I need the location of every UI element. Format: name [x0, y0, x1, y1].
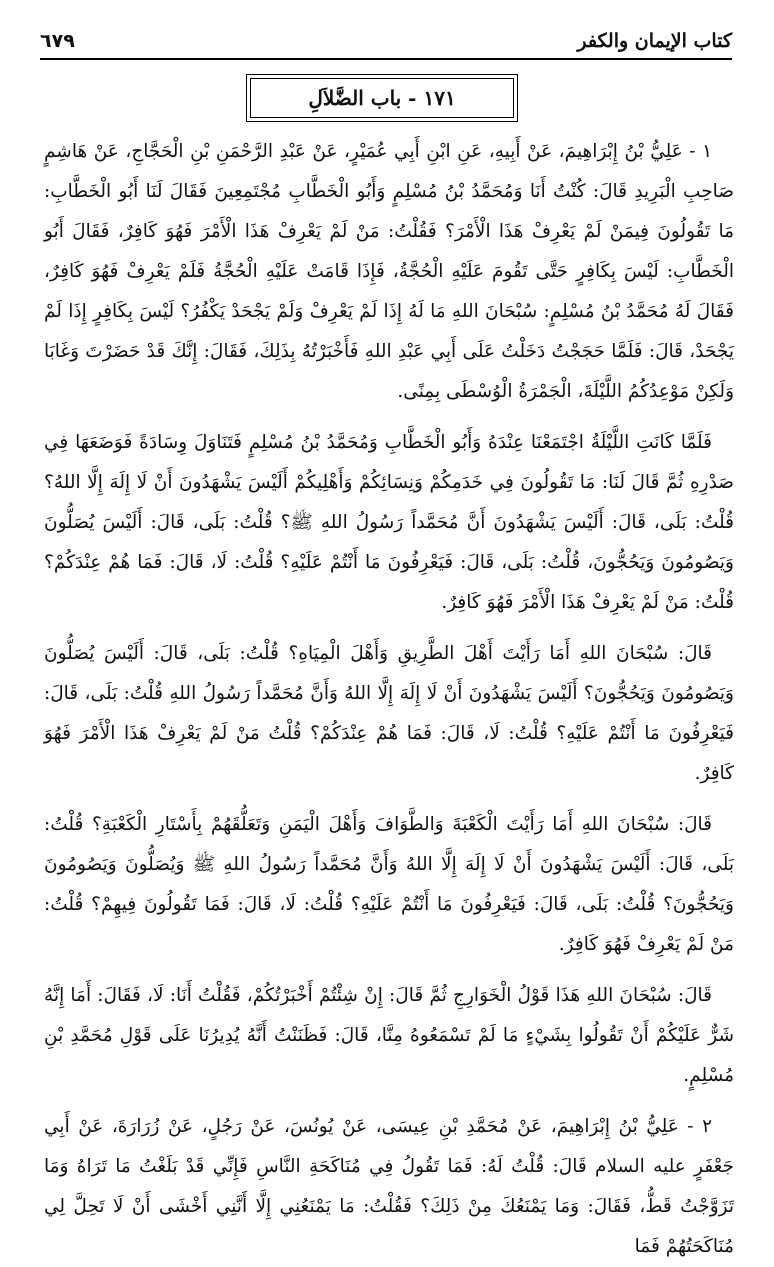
paragraph: قَالَ: سُبْحَانَ اللهِ هَذَا قَوْلُ الْخَوَارِجِ ثُمَّ قَالَ: إِنْ شِئْتُمْ أَخْبَرْتُكُمْ، فَقُلْتُ أَنَا: لَا، فَقَالَ: أَمَا إِنَّهُ شَرٌّ عَلَيْكُمْ أَنْ تَقُولُوا بِشَيْءٍ مَا لَمْ تَسْمَعُوهُ مِنَّا، قَالَ: فَظَنَنْتُ أَنَّهُ يُدِيرُنَا عَلَى قَوْلِ مُحَمَّدِ بْنِ مُسْلِمٍ. — [44, 985, 734, 1086]
page-number: ٦٧٩ — [40, 30, 75, 52]
chapter-heading-box — [246, 74, 518, 122]
paragraph: ٢ - عَلِيُّ بْنُ إِبْرَاهِيمَ، عَنْ مُحَمَّدِ بْنِ عِيسَى، عَنْ يُونُسَ، عَنْ رَجُلٍ، عَنْ زُرَارَةَ، عَنْ أَبِي جَعْفَرٍ عليه السلام قَالَ: قُلْتُ لَهُ: فَمَا تَقُولُ فِي مُنَاكَحَةِ النَّاسِ فَإِنِّي قَدْ بَلَغْتُ مَا تَرَاهُ وَمَا تَزَوَّجْتُ قَطُّ، فَقَالَ: وَمَا يَمْنَعُكَ مِنْ ذَلِكَ؟ فَقُلْتُ: مَا يَمْنَعُنِي إِلَّا أَنَّنِي أَخْشَى أَنْ لَا تَحِلَّ لِي مُنَاكَحَتُهُمْ فَمَا — [44, 1116, 734, 1257]
page-header — [40, 24, 732, 60]
paragraph: ١ - عَلِيُّ بْنُ إِبْرَاهِيمَ، عَنْ أَبِيهِ، عَنِ ابْنِ أَبِي عُمَيْرٍ، عَنْ عَبْدِ الرَّحْمَنِ بْنِ الْحَجَّاجِ، عَنْ هَاشِمٍ صَاحِبِ الْبَرِيدِ قَالَ: كُنْتُ أَنَا وَمُحَمَّدُ بْنُ مُسْلِمٍ وَأَبُو الْخَطَّابِ مُجْتَمِعِينَ فَقَالَ لَنَا أَبُو الْخَطَّابِ: مَا تَقُولُونَ فِيمَنْ لَمْ يَعْرِفْ هَذَا الْأَمْرَ؟ فَقُلْتُ: مَنْ لَمْ يَعْرِفْ هَذَا الْأَمْرَ فَهُوَ كَافِرٌ، فَقَالَ أَبُو الْخَطَّابِ: لَيْسَ بِكَافِرٍ حَتَّى تَقُومَ عَلَيْهِ الْحُجَّةُ، فَإِذَا قَامَتْ عَلَيْهِ الْحُجَّةُ فَلَمْ يَعْرِفْ فَهُوَ كَافِرٌ، فَقَالَ لَهُ مُحَمَّدُ بْنُ مُسْلِمٍ: سُبْحَانَ اللهِ مَا لَهُ إِذَا لَمْ يَعْرِفْ وَلَمْ يَجْحَدْ يَكْفُرُ؟ لَيْسَ بِكَافِرٍ إِذَا لَمْ يَجْحَدْ، قَالَ: فَلَمَّا حَجَجْتُ دَخَلْتُ عَلَى أَبِي عَبْدِ اللهِ فَأَخْبَرْتُهُ بِذَلِكَ، فَقَالَ: إِنَّكَ قَدْ حَضَرْتَ وَغَابَا وَلَكِنْ مَوْعِدُكُمُ اللَّيْلَةَ، الْجَمْرَةُ الْوُسْطَى بِمِنًى. — [44, 141, 734, 402]
paragraph: فَلَمَّا كَانَتِ اللَّيْلَةُ اجْتَمَعْنَا عِنْدَهُ وَأَبُو الْخَطَّابِ وَمُحَمَّدُ بْنُ مُسْلِمٍ فَتَنَاوَلَ وِسَادَةً فَوَضَعَهَا فِي صَدْرِهِ ثُمَّ قَالَ لَنَا: مَا تَقُولُونَ فِي خَدَمِكُمْ وَنِسَائِكُمْ وَأَهْلِيكُمْ أَلَيْسَ يَشْهَدُونَ أَنْ لَا إِلَهَ إِلَّا اللهُ؟ قُلْتُ: بَلَى، قَالَ: أَلَيْسَ يَشْهَدُونَ أَنَّ مُحَمَّداً رَسُولُ اللهِ ﷺ؟ قُلْتُ: بَلَى، قَالَ: أَلَيْسَ يُصَلُّونَ وَيَصُومُونَ وَيَحُجُّونَ، قُلْتُ: بَلَى، قَالَ: فَيَعْرِفُونَ مَا أَنْتُمْ عَلَيْهِ؟ قُلْتُ: لَا، قَالَ: فَمَا هُمْ عِنْدَكُمْ؟ قُلْتُ: مَنْ لَمْ يَعْرِفْ هَذَا الْأَمْرَ فَهُوَ كَافِرٌ. — [44, 432, 734, 613]
paragraph: قَالَ: سُبْحَانَ اللهِ أَمَا رَأَيْتَ الْكَعْبَةَ وَالطَّوَافَ وَأَهْلَ الْيَمَنِ وَتَعَلُّقَهُمْ بِأَسْتَارِ الْكَعْبَةِ؟ قُلْتُ: بَلَى، قَالَ: أَلَيْسَ يَشْهَدُونَ أَنْ لَا إِلَهَ إِلَّا اللهُ وَأَنَّ مُحَمَّداً رَسُولُ اللهِ ﷺ وَيُصَلُّونَ وَيَصُومُونَ وَيَحُجُّونَ؟ قُلْتُ: بَلَى، قَالَ: فَيَعْرِفُونَ مَا أَنْتُمْ عَلَيْهِ؟ قُلْتُ: لَا، قَالَ: فَمَا تَقُولُونَ فِيهِمْ؟ قُلْتُ: مَنْ لَمْ يَعْرِفْ فَهُوَ كَافِرٌ. — [44, 814, 734, 955]
paragraph: قَالَ: سُبْحَانَ اللهِ أَمَا رَأَيْتَ أَهْلَ الطَّرِيقِ وَأَهْلَ الْمِيَاهِ؟ قُلْتُ: بَلَى، قَالَ: أَلَيْسَ يُصَلُّونَ وَيَصُومُونَ وَيَحُجُّونَ؟ أَلَيْسَ يَشْهَدُونَ أَنْ لَا إِلَهَ إِلَّا اللهُ وَأَنَّ مُحَمَّداً رَسُولُ اللهِ قُلْتُ: بَلَى، قَالَ: فَيَعْرِفُونَ مَا أَنْتُمْ عَلَيْهِ؟ قُلْتُ: لَا، قَالَ: فَمَا هُمْ عِنْدَكُمْ؟ قُلْتُ مَنْ لَمْ يَعْرِفْ هَذَا الْأَمْرَ فَهُوَ كَافِرٌ. — [44, 643, 734, 784]
chapter-title: ١٧١ - باب الضَّلاَلِ — [308, 86, 456, 110]
page-body — [44, 132, 734, 1257]
book-title: كتاب الإيمان والكفر — [577, 30, 732, 52]
